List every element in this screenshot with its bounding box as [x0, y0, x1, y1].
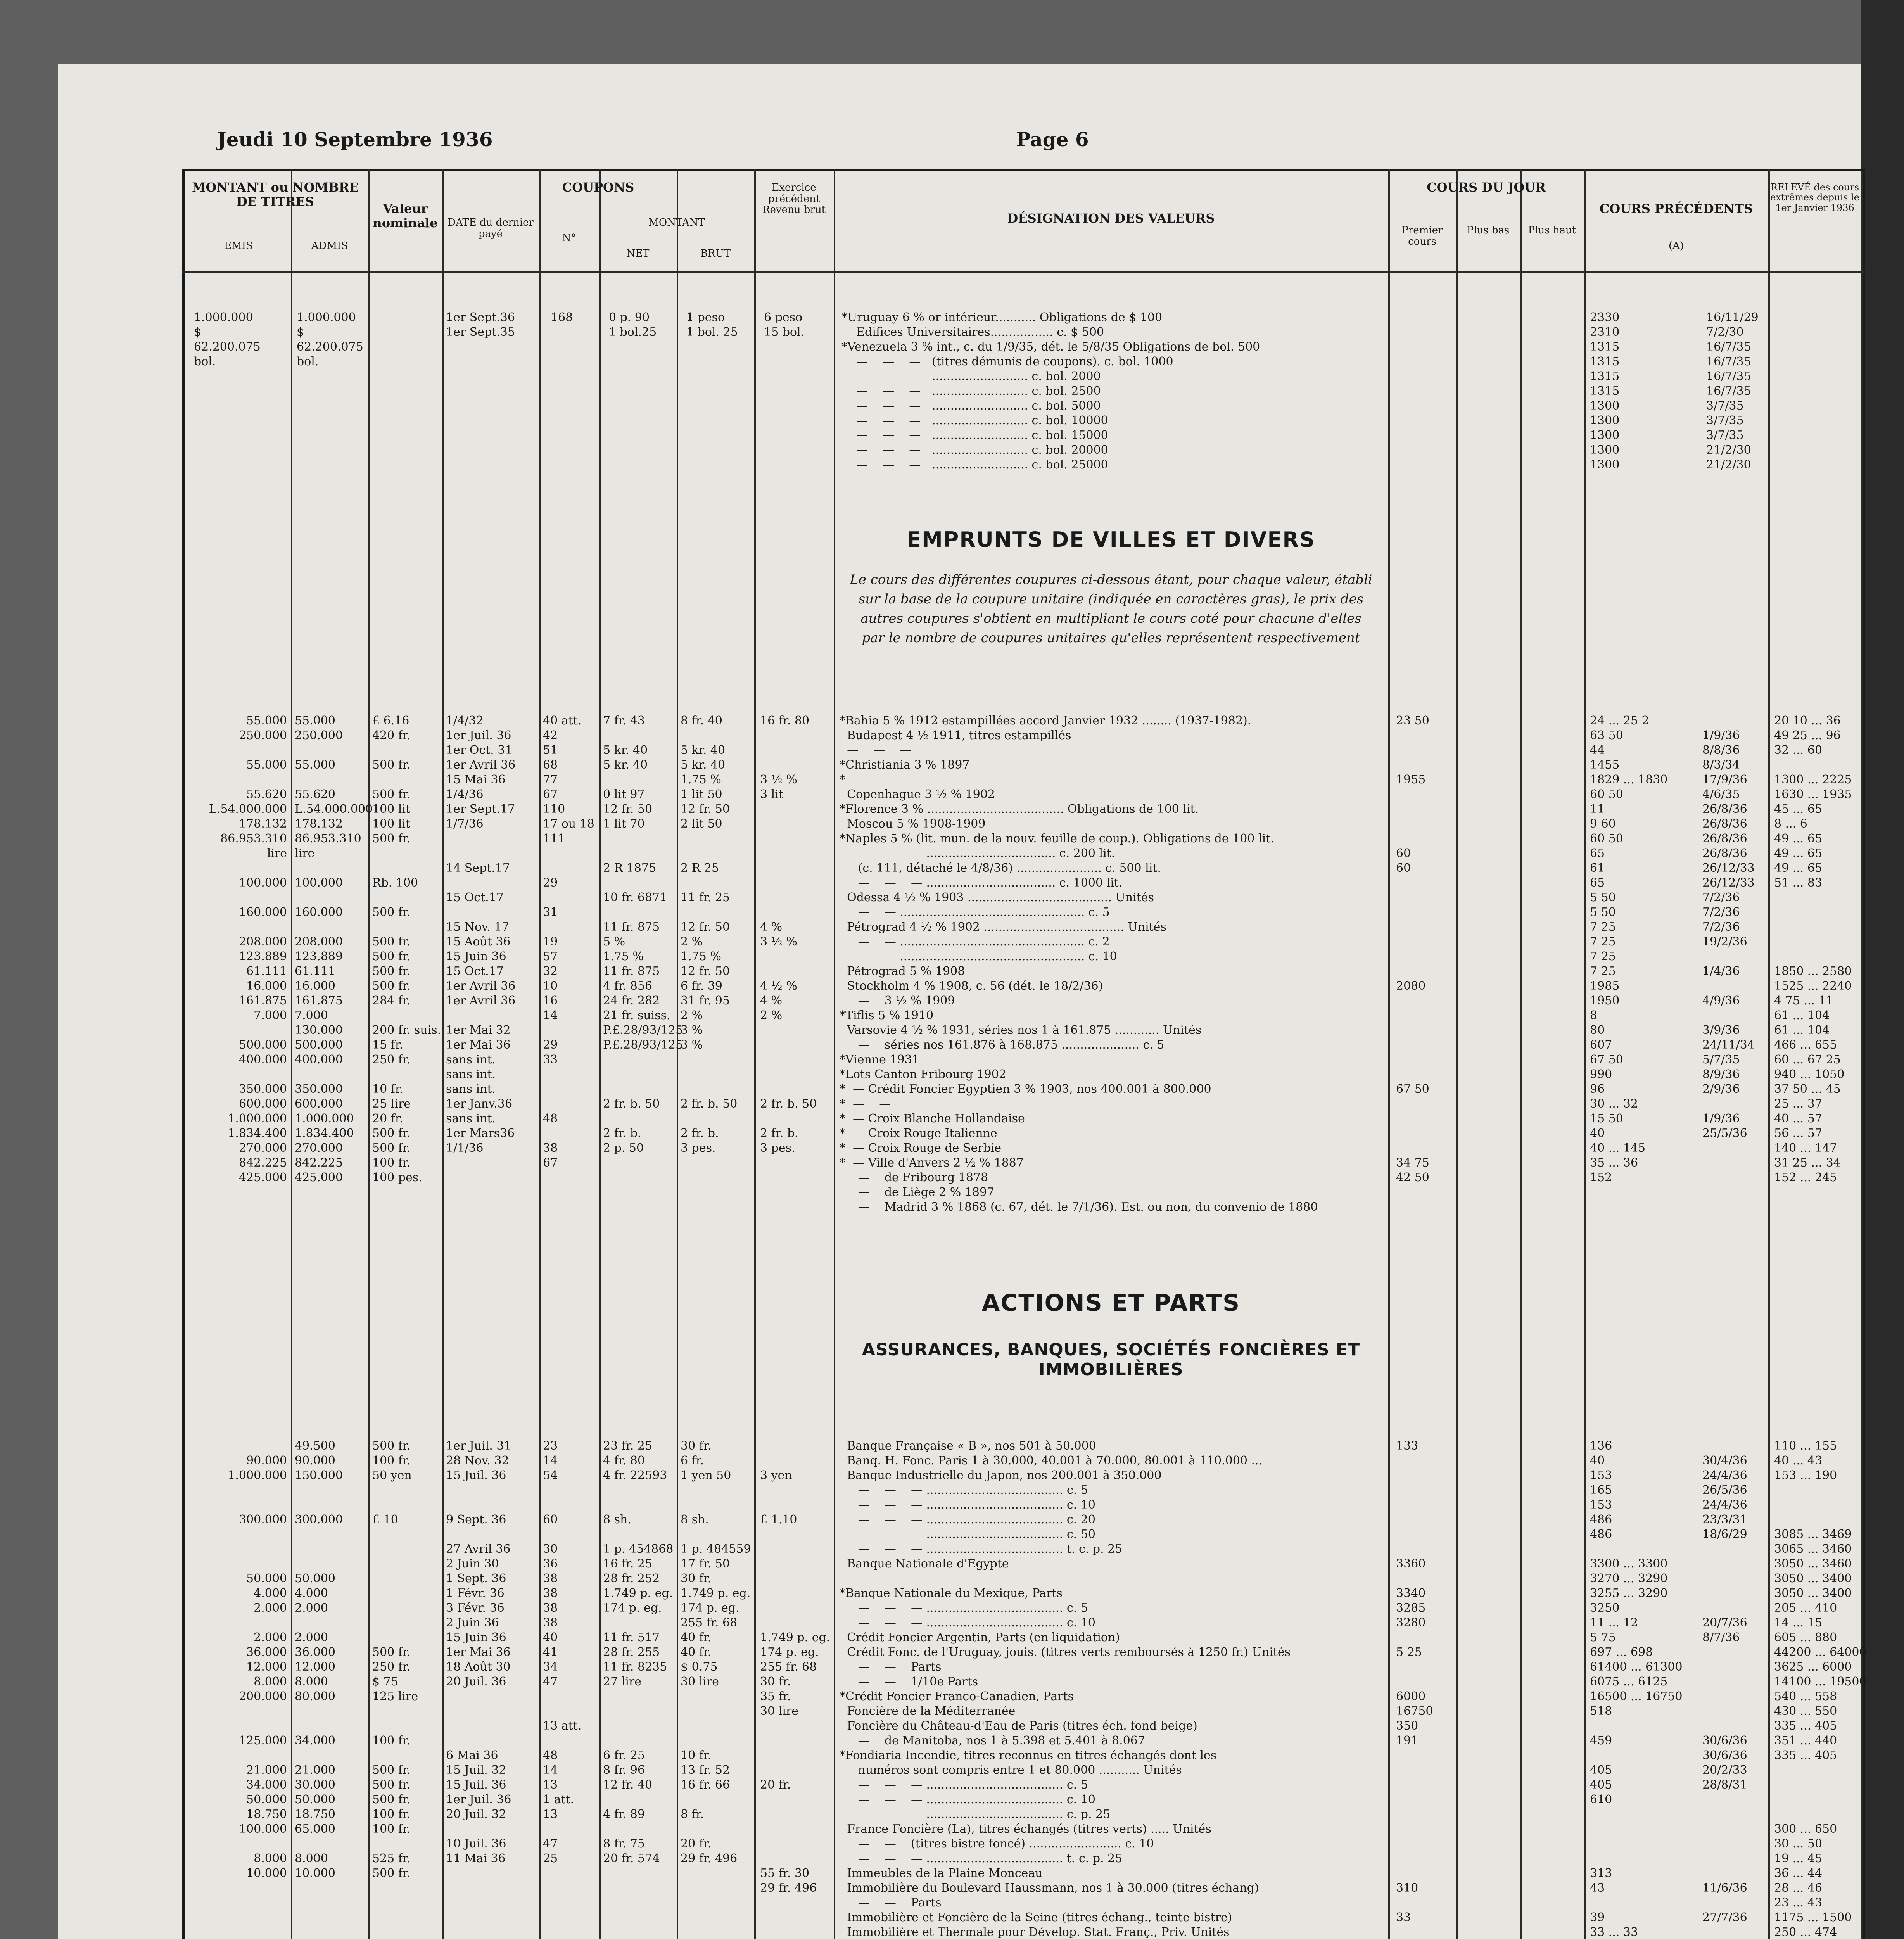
col-plus-bas: Plus bas: [1467, 225, 1510, 236]
prec-values: 24 ... 25 2 63 50 44 1455 1829 ... 1830 60 50 11 9 60 60 50 65 61 65 5 50 5 50 7 25 7 25 7 25 7 25 1985 1950 8 80 607 67 50 990 96 30 ... 32 15 50 40 40 ... 145 35 ... 36 152: [1590, 714, 1668, 1184]
net-values: 7 fr. 43 5 kr. 40 5 kr. 40 0 lit 97 12 fr. 50 1 lit 70 2 R 1875 10 fr. 6871 11 fr. 875 5 % 1.75 % 11 fr. 875 4 fr. 856 24 fr. 282 21 fr. suiss. P.£.28/93/125 P.£.28/93/125 2 fr. b. 50 2 fr. b. 2 p. 50: [603, 714, 683, 1155]
col-sep: [1388, 169, 1390, 1939]
col-brut: BRUT: [700, 248, 731, 259]
designation-list: *Bahia 5 % 1912 estampillées accord Janvier 1932 ........ (1937-1982). Budapest 4 ½ 1911, titres estampillés — — — *Christiania 3 % 1897 * Copenhague 3 ½ % 1902 *Florence 3 % ..................................... Obligations de 100 lit. Moscou 5 % 1908-1909 *Naples 5 % (lit. mun. de la nouv. feuille de coup.). Obligations de 100 lit. — — — ................................... c. 200 lit. (c. 111, détaché le 4/8/36) ....................... c. 500 lit. — — — ................................... c. 1000 lit. Odessa 4 ½ % 1903 ....................................... Unités — — .................................................. c. 5 Pétrograd 4 ½ % 1902 ...................................... Unités — — .................................................. c. 2 — — .................................................. c. 10 Pétrograd 5 % 1908 Stockholm 4 % 1908, c. 56 (dét. le 18/2/36) — 3 ½ % 1909 *Tiflis 5 % 1910 Varsovie 4 ½ % 1931, séries nos 1 à 161.875 ............ Unités — séries nos 161.876 à 168.875 ..................... c. 5 *Vienne 1931 *Lots Canton Fribourg 1902 * — Crédit Foncier Egyptien 3 % 1903, nos 400.001 à 800.000 * — — * — Croix Blanche Hollandaise * — Croix Rouge Italienne * — Croix Rouge de Serbie * — Ville d'Anvers 2 ½ % 1887 — de Fribourg 1878 — de Liège 2 % 1897 — Madrid 3 % 1868 (c. 67, dét. le 7/1/36). Est. ou non, du convenio de 1880: [840, 714, 1318, 1214]
no-values: 40 att. 42 51 68 77 67 110 17 ou 18 111 29 31 19 57 32 10 16 14 29 33 48 38 67: [543, 714, 594, 1170]
col-exercice: Exercice précédent Revenu brut: [762, 182, 826, 216]
designation-list: Banque Française « B », nos 501 à 50.000 Banq. H. Fonc. Paris 1 à 30.000, 40.001 à 70.000, 80.001 à 110.000 ... Banque Industrielle du Japon, nos 200.001 à 350.000 — — — ..................................... c. 5 — — — ..................................... c. 10 — — — ..................................... c. 20 — — — ..................................... c. 50 — — — ..................................... t. c. p. 25 Banque Nationale d'Egypte *Banque Nationale du Mexique, Parts — — — ..................................... c. 5 — — — ..................................... c. 10 Crédit Foncier Argentin, Parts (en liquidation) Crédit Fonc. de l'Uruguay, jouis. (titres verts remboursés à 1250 fr.) Unités — — Parts — — 1/10e Parts *Crédit Foncier Franco-Canadien, Parts Foncière de la Méditerranée Foncière du Château-d'Eau de Paris (titres éch. fond beige) — de Manitoba, nos 1 à 5.398 et 5.401 à 8.067 *Fondiaria Incendie, titres reconnus en titres échangés dont les numéros sont compris entre 1 et 80.000 ........... Unités — — — ..................................... c. 5 — — — ..................................... c. 10 — — — ..................................... c. p. 25 France Foncière (La), titres échangés (titres verts) ..... Unités — — (titres bistre foncé) ......................... c. 10 — — — ..................................... t. c. p. 25 Immeubles de la Plaine Monceau Immobilière du Boulevard Haussmann, nos 1 à 30.000 (titres échang) — — Parts Immobilière et Foncière de la Seine (titres échang., teinte bistre) Immobilière et Thermale pour Dévelop. Stat. Franç., Priv. Unités: [840, 1439, 1291, 1939]
col-sep: [442, 169, 444, 1939]
prec-values: 136 40 153 165 153 486 486 3300 ... 3300 3270 ... 3290 3255 ... 3290 3250 11 ... 12 5 75 697 ... 698 61400 ... 61300 6075 ... 6125 16500 ... 16750 518 459 405 405 610 313 43 39 33 ... 33: [1590, 1439, 1683, 1939]
emis-values: 90.000 1.000.000 300.000 50.000 4.000 2.000 2.000 36.000 12.000 8.000 200.000 125.000 21.000 34.000 50.000 18.750 100.000 8.000 10.000: [228, 1454, 287, 1880]
col-plus-haut: Plus haut: [1528, 225, 1576, 236]
emis-values: 55.000 250.000 55.000 55.620 L.54.000.000 178.132 86.953.310 lire 100.000 160.000 208.000 123.889 61.111 16.000 161.875 7.000 500.000 400.000 350.000 600.000 1.000.000 1.834.400 270.000 842.225 425.000: [209, 714, 287, 1184]
col-prec-sub: (A): [1668, 240, 1684, 252]
exercice-values: 16 fr. 80 3 ½ % 3 lit 4 % 3 ½ % 4 ½ % 4 % 2 % 2 fr. b. 50 2 fr. b. 3 pes.: [760, 714, 817, 1155]
premier-values: 133 3360 3340 3285 3280 5 25 6000 16750 350 191 310 33: [1396, 1439, 1433, 1924]
exercice-values: 3 yen £ 1.10 1.749 p. eg. 174 p. eg. 255 fr. 68 30 fr. 35 fr. 30 lire 20 fr. 55 fr. 30 29 fr. 496: [760, 1469, 830, 1895]
date-values: 1/4/32 1er Juil. 36 1er Oct. 31 1er Avril 36 15 Mai 36 1/4/36 1er Sept.17 1/7/36 14 Sept.17 15 Oct.17 15 Nov. 17 15 Août 36 15 Juin 36 15 Oct.17 1er Avril 36 1er Avril 36 1er Mai 32 1er Mai 36 sans int. sans int. sans int. 1er Janv.36 sans int. 1er Mars36 1/1/36: [446, 714, 516, 1155]
no-values: 168: [551, 311, 573, 324]
col-sep: [754, 169, 756, 1939]
col-sep: [1520, 169, 1522, 1939]
col-montant-coupon: MONTANT: [648, 217, 705, 228]
col-emis: EMIS: [224, 240, 253, 252]
col-sep: [599, 169, 601, 1939]
section-actions-sub: ASSURANCES, BANQUES, SOCIÉTÉS FONCIÈRES ET IMMOBILIÈRES: [862, 1340, 1360, 1379]
brut-values: 30 fr. 6 fr. 1 yen 50 8 sh. 1 p. 484559 17 fr. 50 30 fr. 1.749 p. eg. 174 p. eg. 255 fr. 68 40 fr. 40 fr. $ 0.75 30 lire 10 fr. 13 fr. 52 16 fr. 66 8 fr. 20 fr. 29 fr. 496: [681, 1439, 751, 1865]
admis-values: 49.500 90.000 150.000 300.000 50.000 4.000 2.000 2.000 36.000 12.000 8.000 80.000 34.000 21.000 30.000 50.000 18.750 65.000 8.000 10.000: [295, 1439, 343, 1880]
section-villes-intro: Le cours des différentes coupures ci-dessous étant, pour chaque valeur, établi sur la base de la coupure unitaire (indiquée en caractères gras), le prix des autres coupures s'obtient en multipliant le cours coté pour chacune d'elles par le nombre de coupures unitaires qu'elles représentent respectivement: [850, 572, 1372, 646]
valeur-values: 500 fr. 100 fr. 50 yen £ 10 500 fr. 250 fr. $ 75 125 lire 100 fr. 500 fr. 500 fr. 500 fr. 100 fr. 100 fr. 525 fr. 500 fr.: [372, 1439, 418, 1880]
col-premier: Premier cours: [1401, 225, 1443, 247]
premier-values: 23 50 1955 60 60 2080 67 50 34 75 42 50: [1396, 714, 1429, 1184]
prec-dates: 30/4/36 24/4/36 26/5/36 24/4/36 23/3/31 18/6/29 20/7/36 8/7/36 30/6/36 30/6/36 20/2/33 28/8/31 11/6/36 27/7/36: [1702, 1454, 1747, 1924]
prec-dates: 1/9/36 8/8/36 8/3/34 17/9/36 4/6/35 26/8/36 26/8/36 26/8/36 26/8/36 26/12/33 26/12/33 7/2/36 7/2/36 7/2/36 19/2/36 1/4/36 4/9/36 3/9/36 24/11/34 5/7/35 8/9/36 2/9/36 1/9/36 25/5/36: [1702, 729, 1755, 1140]
col-coupons: COUPONS: [562, 180, 634, 195]
date-values: 1er Sept.36 1er Sept.35: [446, 311, 515, 339]
net-values: 23 fr. 25 4 fr. 80 4 fr. 22593 8 sh. 1 p. 454868 16 fr. 25 28 fr. 252 1.749 p. eg. 174 p. eg. 11 fr. 517 28 fr. 255 11 fr. 8235 27 lire 6 fr. 25 8 fr. 96 12 fr. 40 4 fr. 89 8 fr. 75 20 fr. 574: [603, 1439, 674, 1865]
admis-values: 55.000 250.000 55.000 55.620 L.54.000.000 178.132 86.953.310 lire 100.000 160.000 208.000 123.889 61.111 16.000 161.875 7.000 130.000 500.000 400.000 350.000 600.000 1.000.000 1.834.400 270.000 842.225 425.000: [295, 714, 373, 1184]
brut-values: 8 fr. 40 5 kr. 40 5 kr. 40 1.75 % 1 lit 50 12 fr. 50 2 lit 50 2 R 25 11 fr. 25 12 fr. 50 2 % 1.75 % 12 fr. 50 6 fr. 39 31 fr. 95 2 % 3 % 3 % 2 fr. b. 50 2 fr. b. 3 pes.: [681, 714, 738, 1155]
col-cours-jour: COURS DU JOUR: [1427, 180, 1546, 195]
admis-values: 1.000.000 $ 62.200.075 bol.: [297, 311, 363, 368]
no-values: 23 14 54 60 30 36 38 38 38 38 40 41 34 47 13 att. 48 14 13 1 att. 13 47 25: [543, 1439, 582, 1865]
exercice-values: 6 peso 15 bol.: [764, 311, 805, 339]
designation-list: *Uruguay 6 % or intérieur........... Obligations de $ 100 Edifices Universitaires................. c. $ 500 *Venezuela 3 % int., c. du 1/9/35, dét. le 5/8/35 Obligations de bol. 500 — — — (titres démunis de coupons). c. bol. 1000 — — — .......................... c. bol. 2000 — — — .......................... c. bol. 2500 — — — .......................... c. bol. 5000 — — — .......................... c. bol. 10000 — — — .......................... c. bol. 15000 — — — .......................... c. bol. 20000 — — — .......................... c. bol. 25000: [841, 311, 1260, 472]
section-actions: ACTIONS ET PARTS: [981, 1289, 1241, 1317]
releve-values: 110 ... 155 40 ... 43 153 ... 190 3085 ... 3469 3065 ... 3460 3050 ... 3460 3050 ... 3400 3050 ... 3400 205 ... 410 14 ... 15 605 ... 880 44200 ... 64000 3625 ... 6000 14100 ... 19500 540 ... 558 430 ... 550 335 ... 405 351 ... 440 335 ... 405 300 ... 650 30 ... 50 19 ... 45 36 ... 44 28 ... 46 23 ... 43 1175 ... 1500 250 ... 474: [1774, 1439, 1867, 1939]
col-sep: [539, 169, 541, 1939]
section-villes: EMPRUNTS DE VILLES ET DIVERS: [907, 527, 1315, 552]
col-precedents: COURS PRÉCÉDENTS: [1599, 201, 1753, 216]
scan-edge: [1861, 0, 1904, 1939]
col-sep: [1584, 169, 1586, 1939]
prec-values: 2330 2310 1315 1315 1315 1315 1300 1300 1300 1300 1300: [1590, 311, 1620, 472]
col-admis: ADMIS: [311, 240, 348, 252]
page-number: Page 6: [1016, 128, 1089, 151]
col-net: NET: [626, 248, 650, 259]
valeur-values: £ 6.16 420 fr. 500 fr. 500 fr. 100 lit 100 lit 500 fr. Rb. 100 500 fr. 500 fr. 500 fr. 500 fr. 500 fr. 284 fr. 200 fr. suis. 15 fr. 250 fr. 10 fr. 25 lire 20 fr. 500 fr. 500 fr. 100 fr. 100 pes.: [372, 714, 441, 1184]
net-values: 0 p. 90 1 bol.25: [609, 311, 657, 339]
header-rule: [182, 271, 1865, 273]
releve-values: 20 10 ... 36 49 25 ... 96 32 ... 60 1300 ... 2225 1630 ... 1935 45 ... 65 8 ... 6 49 ... 65 49 ... 65 49 ... 65 51 ... 83 1850 ... 2580 1525 ... 2240 4 75 ... 11 61 ... 104 61 ... 104 466 ... 655 60 ... 67 25 940 ... 1050 37 50 ... 45 25 ... 37 40 ... 57 56 ... 57 140 ... 147 31 25 ... 34 152 ... 245: [1774, 714, 1852, 1184]
col-sep: [834, 169, 835, 1939]
prec-dates: 16/11/29 7/2/30 16/7/35 16/7/35 16/7/35 16/7/35 3/7/35 3/7/35 3/7/35 21/2/30 21/2/30: [1706, 311, 1759, 472]
issue-date: Jeudi 10 Septembre 1936: [217, 128, 493, 151]
col-date: DATE du dernier payé: [447, 217, 534, 240]
emis-values: 1.000.000 $ 62.200.075 bol.: [194, 311, 261, 368]
col-no: N°: [562, 232, 576, 244]
col-designation: DÉSIGNATION DES VALEURS: [1007, 211, 1215, 226]
col-releve: RELEVÉ des cours extrêmes depuis le 1er Janvier 1936: [1770, 182, 1859, 213]
col-sep: [291, 169, 292, 1939]
col-sep: [1768, 169, 1770, 1939]
date-values: 1er Juil. 31 28 Nov. 32 15 Juil. 36 9 Sept. 36 27 Avril 36 2 Juin 30 1 Sept. 36 1 Févr. 36 3 Févr. 36 2 Juin 36 15 Juin 36 1er Mai 36 18 Août 30 20 Juil. 36 6 Mai 36 15 Juil. 32 15 Juil. 36 1er Juil. 36 20 Juil. 32 10 Juil. 36 11 Mai 36: [446, 1439, 511, 1865]
col-sep: [1456, 169, 1458, 1939]
col-montant: MONTANT ou NOMBRE DE TITRES: [192, 180, 359, 209]
brut-values: 1 peso 1 bol. 25: [686, 311, 738, 339]
col-valeur: Valeur nominale: [373, 201, 438, 230]
